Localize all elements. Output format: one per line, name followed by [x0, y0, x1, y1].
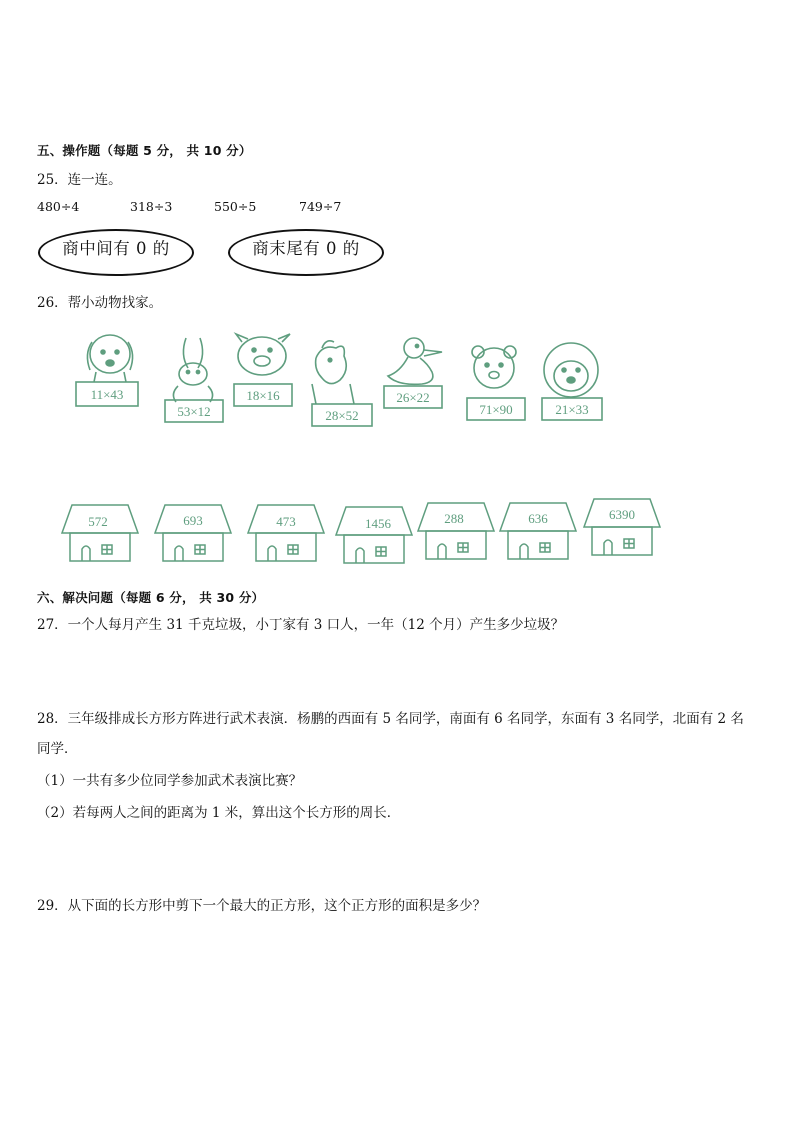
animal-label-duck: 26×22	[396, 390, 430, 405]
house-icon[interactable]	[500, 503, 576, 559]
oval-label: 商中间有 0 的	[62, 239, 170, 258]
expression-3: 550÷5	[214, 199, 257, 214]
oval-quotient-end-zero[interactable]	[228, 229, 384, 276]
dog-icon[interactable]	[76, 335, 138, 406]
monkey-icon[interactable]	[542, 343, 602, 420]
animal-label-goat: 28×52	[325, 408, 359, 423]
question-28-sub1: （1）一共有多少位同学参加武术表演比赛？	[37, 773, 303, 789]
question-28-line1: 28．三年级排成长方形方阵进行武术表演．杨鹏的西面有 5 名同学，南面有 6 名同学，东面有 3 名同学，北面有 2 名	[37, 711, 744, 727]
house-icon[interactable]	[584, 499, 660, 555]
house-icon[interactable]	[155, 505, 231, 561]
question-28-line2: 同学．	[37, 741, 78, 757]
rabbit-icon[interactable]	[165, 338, 223, 422]
house-icon[interactable]	[248, 505, 324, 561]
section-6-title: 六、解决问题（每题 6 分， 共 30 分）	[37, 590, 265, 605]
question-29: 29．从下面的长方形中剪下一个最大的正方形，这个正方形的面积是多少？	[37, 898, 487, 914]
house-number: 288	[444, 511, 464, 526]
oval-label: 商末尾有 0 的	[252, 239, 360, 258]
animals-row	[0, 330, 794, 440]
animal-label-dog: 11×43	[90, 387, 124, 402]
goat-icon[interactable]	[312, 341, 372, 426]
duck-icon[interactable]	[384, 338, 442, 408]
animal-label-rabbit: 53×12	[177, 404, 211, 419]
animal-label-pig: 18×16	[246, 388, 280, 403]
house-number: 693	[183, 513, 203, 528]
oval-quotient-middle-zero[interactable]	[38, 229, 194, 276]
question-28-sub2: （2）若每两人之间的距离为 1 米，算出这个长方形的周长．	[37, 805, 401, 821]
house-icon[interactable]	[418, 503, 494, 559]
question-26-prompt: 26．帮小动物找家。	[37, 295, 163, 311]
expression-1: 480÷4	[37, 199, 80, 214]
houses-row	[0, 495, 794, 567]
house-number: 1456	[365, 516, 391, 531]
animal-label-monkey: 21×33	[555, 402, 589, 417]
animal-label-bear: 71×90	[479, 402, 513, 417]
expression-2: 318÷3	[130, 199, 173, 214]
bear-icon[interactable]	[467, 346, 525, 420]
section-5-title: 五、操作题（每题 5 分， 共 10 分）	[37, 143, 252, 158]
house-number: 6390	[609, 507, 635, 522]
house-number: 636	[528, 511, 548, 526]
question-25-prompt: 25．连一连。	[37, 172, 122, 188]
house-number: 572	[88, 514, 108, 529]
pig-icon[interactable]	[234, 334, 292, 406]
house-number: 473	[276, 514, 296, 529]
house-icon[interactable]	[62, 505, 138, 561]
question-27: 27．一个人每月产生 31 千克垃圾，小丁家有 3 口人，一年（12 个月）产生多少垃圾？	[37, 617, 565, 633]
expression-4: 749÷7	[299, 199, 342, 214]
house-icon[interactable]	[336, 507, 412, 563]
